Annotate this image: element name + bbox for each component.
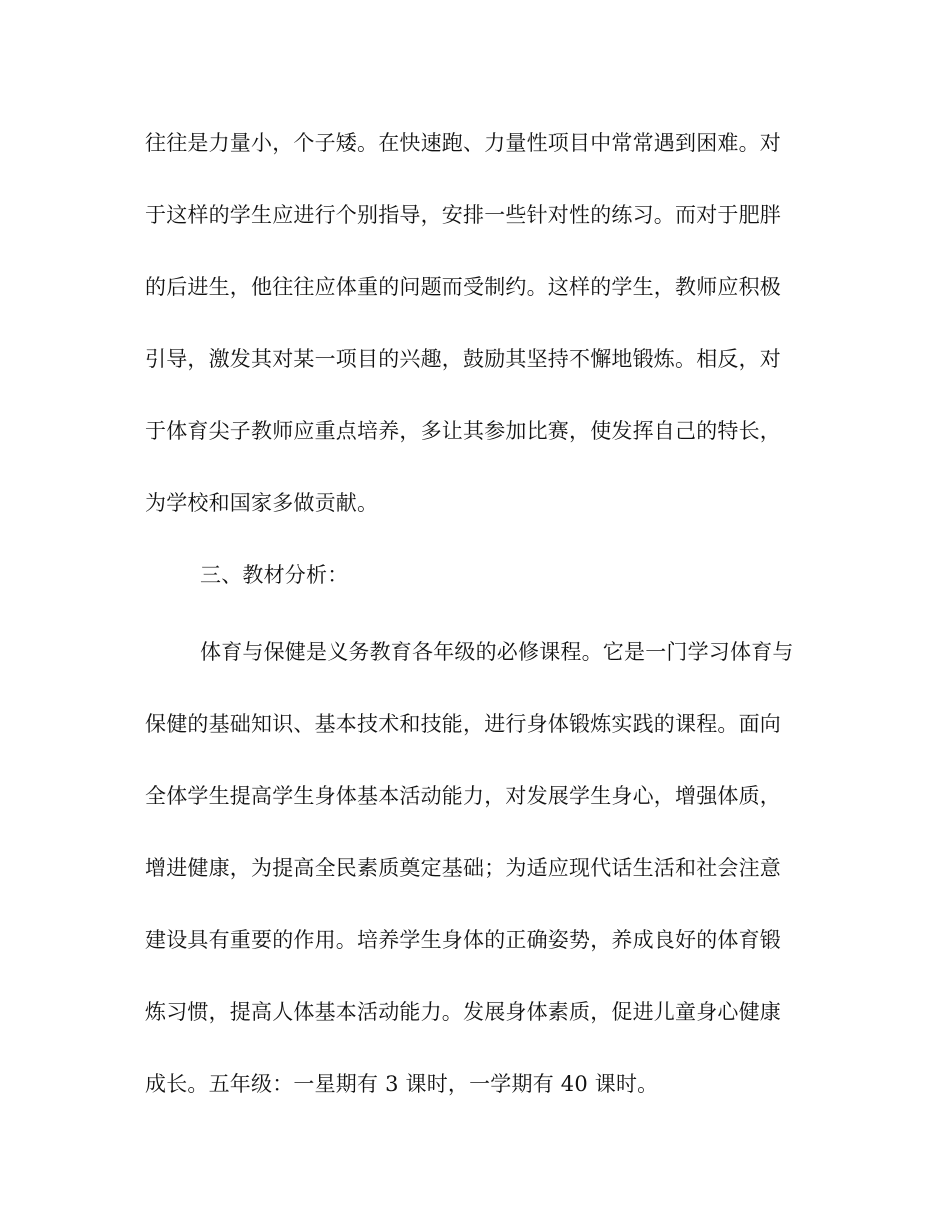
section-heading: 三、教材分析： <box>200 563 349 587</box>
paragraph-line: 的后进生，他往往应体重的问题而受制约。这样的学生，教师应积极 <box>145 275 781 299</box>
paragraph-line: 于体育尖子教师应重点培养，多让其参加比赛，使发挥自己的特长， <box>145 419 781 443</box>
paragraph-line: 建设具有重要的作用。培养学生身体的正确姿势，养成良好的体育锻 <box>145 928 781 952</box>
paragraph-line: 于这样的学生应进行个别指导，安排一些针对性的练习。而对于肥胖 <box>145 203 781 227</box>
paragraph-line: 成长。五年级：一星期有 3 课时，一学期有 40 课时。 <box>145 1072 659 1096</box>
paragraph-line: 为学校和国家多做贡献。 <box>145 491 379 515</box>
paragraph-line: 保健的基础知识、基本技术和技能，进行身体锻炼实践的课程。面向 <box>145 712 781 736</box>
paragraph-line: 引导，激发其对某一项目的兴趣，鼓励其坚持不懈地锻炼。相反，对 <box>145 347 781 371</box>
paragraph-line: 炼习惯，提高人体基本活动能力。发展身体素质，促进儿童身心健康 <box>145 1000 781 1024</box>
paragraph-line: 往往是力量小，个子矮。在快速跑、力量性项目中常常遇到困难。对 <box>145 131 781 155</box>
paragraph-line: 体育与保健是义务教育各年级的必修课程。它是一门学习体育与 <box>200 640 794 664</box>
paragraph-line: 全体学生提高学生身体基本活动能力，对发展学生身心，增强体质， <box>145 784 781 808</box>
paragraph-line: 增进健康，为提高全民素质奠定基础；为适应现代话生活和社会注意 <box>145 856 781 880</box>
